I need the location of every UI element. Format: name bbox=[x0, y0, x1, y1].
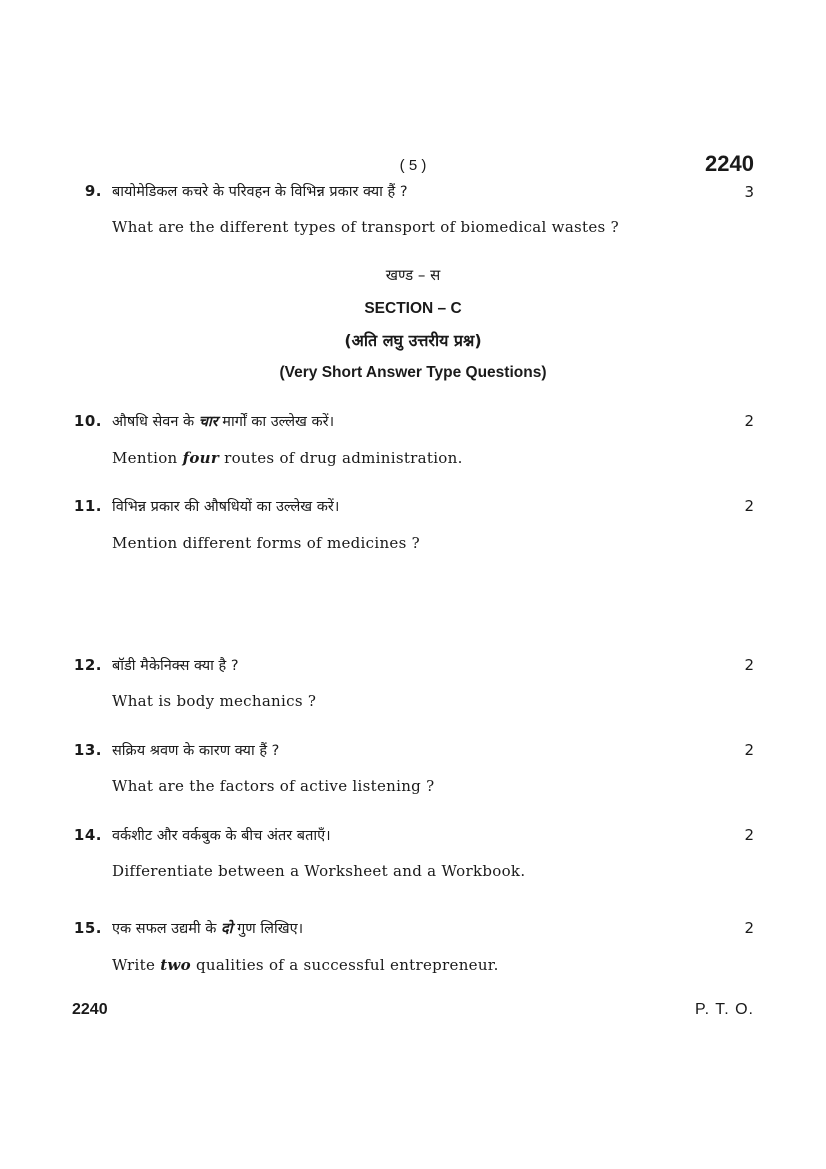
question-15-marks: 2 bbox=[744, 919, 754, 937]
question-9-hindi: बायोमेडिकल कचरे के परिवहन के विभिन्न प्रकार क्या हैं ? bbox=[112, 184, 408, 200]
question-15-hindi: एक सफल उद्यमी के दो गुण लिखिए। bbox=[112, 921, 304, 937]
section-heading-english: SECTION – C bbox=[364, 300, 462, 317]
section-subheading-english: (Very Short Answer Type Questions) bbox=[279, 364, 547, 381]
emphasis-word: two bbox=[160, 956, 191, 974]
question-12-hindi: बॉडी मैकेनिक्स क्या है ? bbox=[112, 658, 239, 674]
question-9-marks: 3 bbox=[744, 183, 754, 201]
question-number-14: 14. bbox=[73, 826, 102, 844]
section-subheading-hindi: (अति लघु उत्तरीय प्रश्न) bbox=[344, 331, 482, 350]
emphasis-word: four bbox=[182, 449, 220, 467]
question-14-marks: 2 bbox=[744, 826, 754, 844]
question-number-11: 11. bbox=[73, 497, 102, 515]
question-13-english: What are the factors of active listening ? bbox=[112, 777, 435, 795]
question-10-english: Mention four routes of drug administration. bbox=[112, 449, 463, 467]
question-11-hindi: विभिन्न प्रकार की औषधियों का उल्लेख करें। bbox=[112, 499, 340, 515]
question-15-english: Write two qualities of a successful entrepreneur. bbox=[112, 956, 499, 974]
section-heading-hindi: खण्ड – स bbox=[385, 266, 441, 284]
question-14-hindi: वर्कशीट और वर्कबुक के बीच अंतर बताएँ। bbox=[112, 828, 331, 844]
question-number-13: 13. bbox=[73, 741, 102, 759]
question-12-english: What is body mechanics ? bbox=[112, 692, 317, 710]
paper-code-footer: 2240 bbox=[72, 1001, 108, 1018]
question-11-marks: 2 bbox=[744, 497, 754, 515]
question-14-english: Differentiate between a Worksheet and a Workbook. bbox=[112, 862, 526, 880]
emphasis-word: दो bbox=[221, 921, 233, 937]
paper-code-top: 2240 bbox=[705, 151, 754, 176]
question-10-marks: 2 bbox=[744, 412, 754, 430]
emphasis-word: चार bbox=[198, 414, 218, 430]
question-9-english: What are the different types of transport of biomedical wastes ? bbox=[112, 218, 619, 236]
question-13-marks: 2 bbox=[744, 741, 754, 759]
question-10-hindi: औषधि सेवन के चार मार्गों का उल्लेख करें। bbox=[112, 414, 335, 430]
question-12-marks: 2 bbox=[744, 656, 754, 674]
question-number-12: 12. bbox=[73, 656, 102, 674]
question-11-english: Mention different forms of medicines ? bbox=[112, 534, 421, 552]
question-number-15: 15. bbox=[73, 919, 102, 937]
please-turn-over: P. T. O. bbox=[695, 1001, 754, 1018]
question-number-10: 10. bbox=[73, 412, 102, 430]
question-13-hindi: सक्रिय श्रवण के कारण क्या हैं ? bbox=[112, 743, 280, 759]
page-number: ( 5 ) bbox=[399, 157, 427, 174]
question-number-9: 9. bbox=[84, 182, 102, 200]
